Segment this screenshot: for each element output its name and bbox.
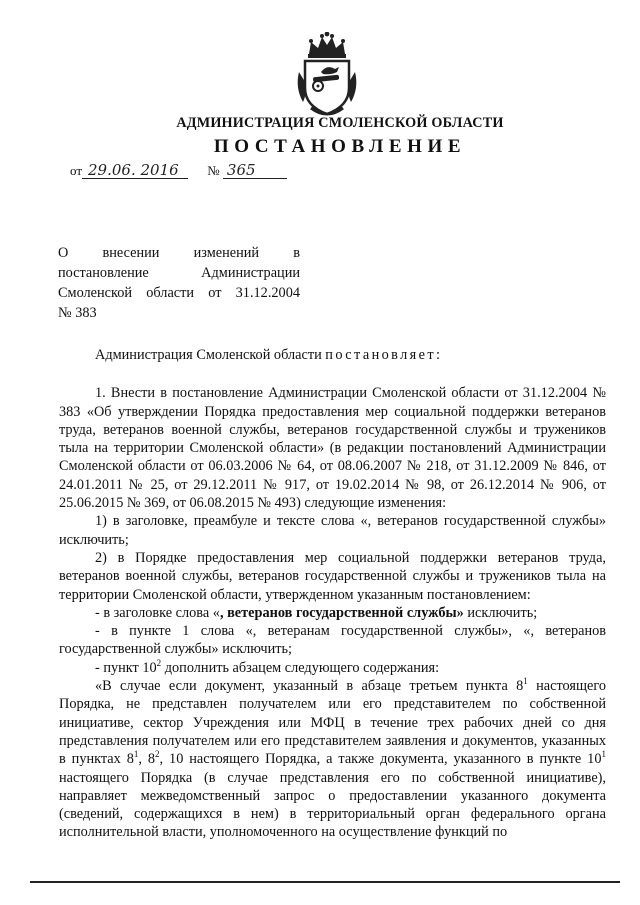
paragraph-7: [59, 677, 606, 842]
paragraph-5: - в пункте 1 слова «, ветеранам государственной службы», «, ветеранов государственной службы» исключить;: [59, 623, 606, 658]
document-body: [59, 346, 606, 842]
superscript: 1: [133, 749, 139, 760]
paragraph-4: [59, 604, 606, 622]
handwritten-date: 29.06. 2016: [82, 163, 188, 179]
text-run: , 10 настоящего Порядка, а также документа, указанного в пункте 10: [159, 751, 602, 768]
preamble-text: Администрация Смоленской области: [95, 347, 322, 363]
text-run: «В случае если документ, указанный в абзаце третьем пункта 8: [95, 678, 524, 695]
text-run: - в заголовке слова «: [95, 604, 220, 621]
date-number-line: [70, 163, 287, 179]
preamble-paragraph: [59, 346, 606, 364]
superscript: 1: [523, 676, 528, 687]
date-prefix: от: [70, 163, 83, 178]
paragraph-1: 1. Внести в постановление Администрации Смоленской области от 31.12.2004 № 383 «Об утверждении Порядка предоставления мер социальной поддержки ветеранов труда, ветеранов военной службы, ветеранов государственной службы и тружеников тыла на территории Смоленской области» (в редакции постановлений Администрации Смоленской области от 06.03.2006 № 64, от 08.06.2007 № 218, от 31.12.2009 № 846, от 24.01.2011 № 25, от 29.12.2011 № 917, от 19.02.2014 № 98, от 26.12.2014 № 906, от 25.06.2015 № 369, от 06.08.2015 № 493) следующие изменения:: [59, 385, 606, 512]
number-prefix: №: [207, 163, 220, 178]
subject-line: постановление Администрации: [58, 265, 300, 281]
handwritten-number: 365: [223, 163, 287, 179]
document-subject: [58, 243, 300, 323]
superscript: 1: [601, 749, 606, 760]
superscript: 2: [156, 657, 162, 668]
text-run: настоящего Порядка (в случае представления его по собственной инициативе), направляет межведомственный запрос о предоставлении указанного документа (сведений, содержащихся в нем) в территориальный орган федерального органа исполнительной власти, уполномоченного на осуществление функций по: [59, 769, 606, 841]
preamble-spaced-word: постановляет:: [325, 347, 443, 363]
subject-line: № 383: [58, 305, 97, 321]
superscript: 2: [155, 749, 160, 760]
text-run: исключить;: [463, 604, 538, 621]
paragraph-6: [59, 659, 606, 677]
subject-line: Смоленской области от 31.12.2004: [58, 285, 300, 301]
document-type-title: ПОСТАНОВЛЕНИЕ: [213, 136, 467, 157]
organization-name: АДМИНИСТРАЦИЯ СМОЛЕНСКОЙ ОБЛАСТИ: [176, 115, 504, 131]
text-run: , 8: [138, 751, 156, 768]
bottom-rule-divider: [30, 881, 620, 883]
paragraph-3: 2) в Порядке предоставления мер социальной поддержки ветеранов труда, ветеранов военной службы, ветеранов государственной службы и тружеников тыла на территории Смоленской области, утвержденном указанным постановлением:: [59, 549, 606, 603]
subject-line: О внесении изменений в: [58, 245, 300, 261]
text-run: настоящего Порядка, не представлен получателем или его представителем по собственной инициативе, сектор Учреждения или МФЦ в течение трех рабочих дней со дня представления получателем или его представителем заявления и документов, указанных в пунктах 8: [59, 678, 606, 768]
coat-of-arms-emblem: [291, 32, 363, 118]
paragraph-2: 1) в заголовке, преамбуле и тексте слова «, ветеранов государственной службы» исключить;: [59, 513, 606, 548]
bold-text-run: , ветеранов государственной службы»: [219, 604, 464, 621]
text-run: дополнить абзацем следующего содержания:: [161, 659, 440, 676]
text-run: - пункт 10: [95, 659, 157, 676]
